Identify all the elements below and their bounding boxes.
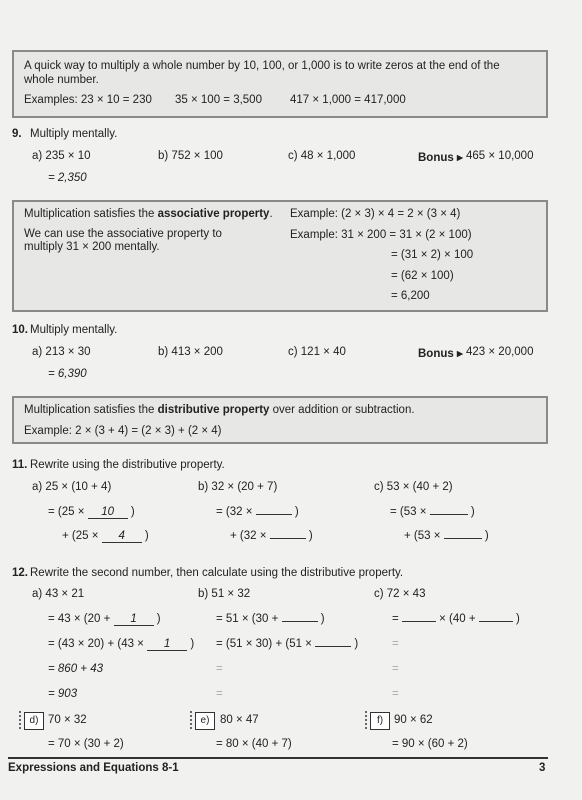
q10-c: c) 121 × 40 <box>288 346 346 358</box>
q12-b-line2: = (51 × 30) + (51 × ) <box>216 638 359 650</box>
q9-number: 9. <box>12 128 22 140</box>
info-text-line2: whole number. <box>24 74 99 86</box>
q12-d: 70 × 32 <box>48 714 87 726</box>
q11-a-line1: = (25 × 10 ) <box>48 506 135 518</box>
q11-c-line2: + (53 × ) <box>404 530 489 542</box>
q12-c-eq3: = <box>392 663 399 675</box>
footer-divider <box>8 757 548 759</box>
q10-bonus-label: Bonus ▸ <box>418 348 463 360</box>
q12-f-badge: f) <box>370 712 390 730</box>
q12-b-eq4: = <box>216 688 223 700</box>
q12-e-line1: = 80 × (40 + 7) <box>216 738 292 750</box>
assoc-ex4: = (62 × 100) <box>391 270 454 282</box>
q11-title: Rewrite using the distributive property. <box>30 459 225 471</box>
q9-title: Multiply mentally. <box>30 128 118 140</box>
assoc-left3: multiply 31 × 200 mentally. <box>24 241 160 253</box>
q12-b: b) 51 × 32 <box>198 588 251 600</box>
q11-c-blank1[interactable] <box>430 514 468 515</box>
assoc-ex3: = (31 × 2) × 100 <box>391 249 474 261</box>
assoc-ex1: Example: (2 × 3) × 4 = 2 × (3 × 4) <box>290 208 461 220</box>
q12-a: a) 43 × 21 <box>32 588 85 600</box>
q9-c: c) 48 × 1,000 <box>288 150 356 162</box>
q12-c-blank2[interactable] <box>479 621 513 622</box>
q9-bonus-label: Bonus ▸ <box>418 152 463 164</box>
q12-f-line1: = 90 × (60 + 2) <box>392 738 468 750</box>
assoc-ex5: = 6,200 <box>391 290 430 302</box>
q12-number: 12. <box>12 567 28 579</box>
q12-a-fill1[interactable]: 1 <box>114 613 154 626</box>
q12-title: Rewrite the second number, then calculate using the distributive property. <box>30 567 404 579</box>
q12-a-fill2[interactable]: 1 <box>147 638 187 651</box>
q11-c-line1: = (53 × ) <box>390 506 475 518</box>
q11-c: c) 53 × (40 + 2) <box>374 481 453 493</box>
example-3: 417 × 1,000 = 417,000 <box>290 94 406 106</box>
q12-c-blank1[interactable] <box>402 621 436 622</box>
dist-line1: Multiplication satisfies the distributive property over addition or subtraction. <box>24 404 415 416</box>
q12-f: 90 × 62 <box>394 714 433 726</box>
q11-b: b) 32 × (20 + 7) <box>198 481 278 493</box>
q11-a-line2: + (25 × 4 ) <box>62 530 149 542</box>
q11-c-blank2[interactable] <box>444 538 482 539</box>
q11-b-line2: + (32 × ) <box>230 530 313 542</box>
q12-d-line1: = 70 × (30 + 2) <box>48 738 124 750</box>
q10-a-answer: = 6,390 <box>48 368 87 380</box>
q10-title: Multiply mentally. <box>30 324 118 336</box>
q11-a-fill1[interactable]: 10 <box>88 506 128 519</box>
q12-e-badge: e) <box>195 712 215 730</box>
q9-a-answer: = 2,350 <box>48 172 87 184</box>
q12-b-eq3: = <box>216 663 223 675</box>
q11-a-fill2[interactable]: 4 <box>102 530 142 543</box>
q12-a-line1: = 43 × (20 + 1 ) <box>48 613 161 625</box>
q10-b: b) 413 × 200 <box>158 346 223 358</box>
example-1: Examples: 23 × 10 = 230 <box>24 94 152 106</box>
q11-b-line1: = (32 × ) <box>216 506 299 518</box>
q10-bonus-expr: 423 × 20,000 <box>466 346 534 358</box>
dist-example: Example: 2 × (3 + 4) = (2 × 3) + (2 × 4) <box>24 425 222 437</box>
info-text-line1: A quick way to multiply a whole number by 10, 100, or 1,000 is to write zeros at the end of the <box>24 60 500 72</box>
page-number: 3 <box>539 762 546 774</box>
q10-number: 10. <box>12 324 28 336</box>
assoc-ex2: Example: 31 × 200 = 31 × (2 × 100) <box>290 229 472 241</box>
footer-title: Expressions and Equations 8-1 <box>8 762 179 774</box>
q11-number: 11. <box>12 459 28 471</box>
q12-c-line1: = × (40 + ) <box>392 613 520 625</box>
q11-a: a) 25 × (10 + 4) <box>32 481 112 493</box>
q11-b-blank1[interactable] <box>256 514 292 515</box>
q12-c-eq4: = <box>392 688 399 700</box>
q12-a-line3: = 860 + 43 <box>48 663 103 675</box>
q9-b: b) 752 × 100 <box>158 150 223 162</box>
assoc-left2: We can use the associative property to <box>24 228 222 240</box>
q12-b-blank1[interactable] <box>282 621 318 622</box>
q12-c-eq2: = <box>392 638 399 650</box>
q12-a-line4: = 903 <box>48 688 78 700</box>
q11-b-blank2[interactable] <box>270 538 306 539</box>
assoc-line1: Multiplication satisfies the associative property. <box>24 208 273 220</box>
q12-a-line2: = (43 × 20) + (43 × 1 ) <box>48 638 195 650</box>
q9-a: a) 235 × 10 <box>32 150 91 162</box>
q12-d-badge: d) <box>24 712 44 730</box>
q12-e: 80 × 47 <box>220 714 259 726</box>
q9-bonus-expr: 465 × 10,000 <box>466 150 534 162</box>
q12-c: c) 72 × 43 <box>374 588 426 600</box>
q10-a: a) 213 × 30 <box>32 346 91 358</box>
q12-b-line1: = 51 × (30 + ) <box>216 613 325 625</box>
q12-b-blank2[interactable] <box>315 646 351 647</box>
example-2: 35 × 100 = 3,500 <box>175 94 262 106</box>
